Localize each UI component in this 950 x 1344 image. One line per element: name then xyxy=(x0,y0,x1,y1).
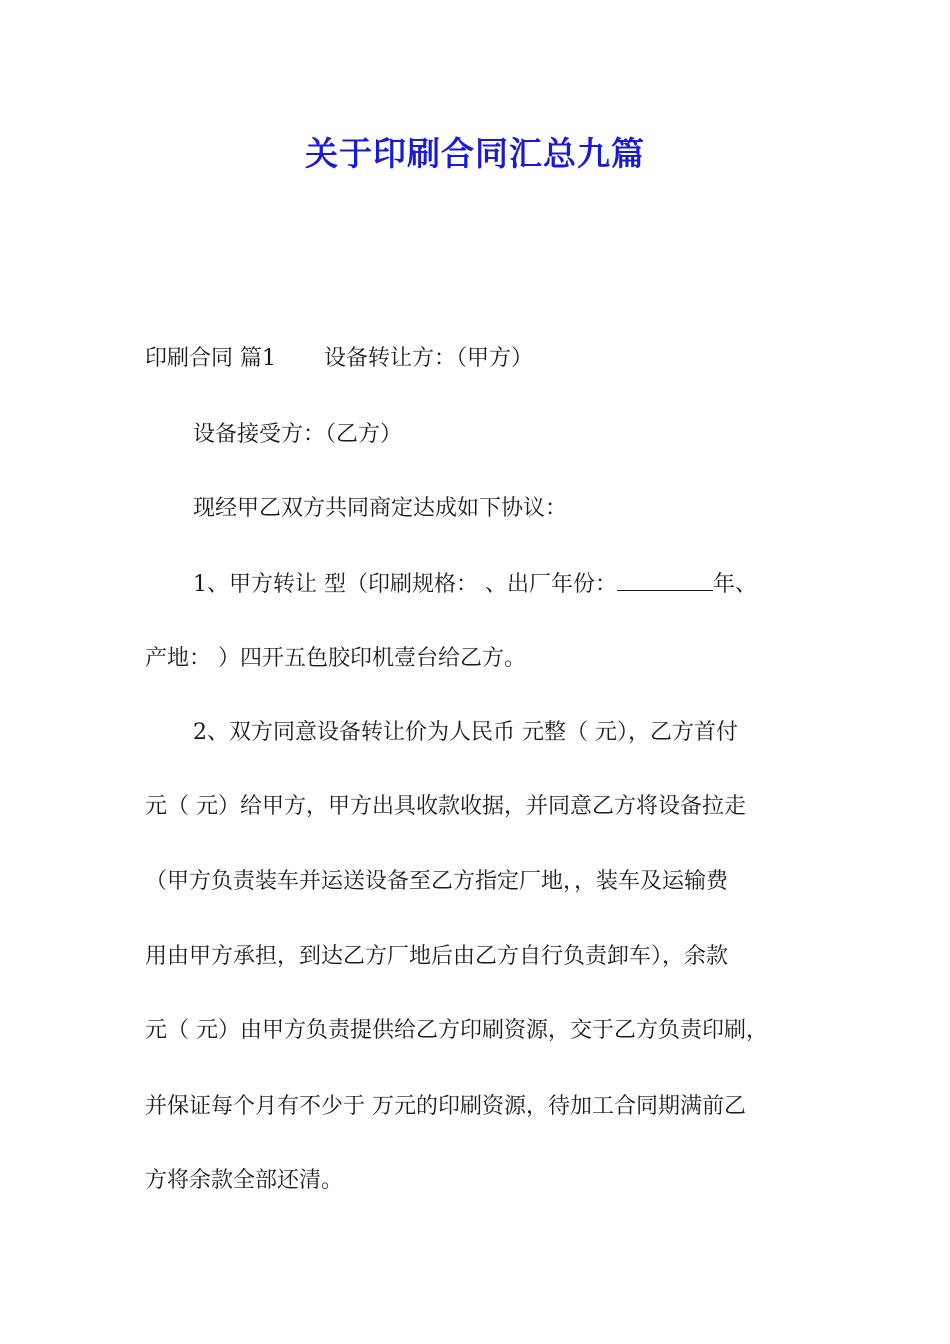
clause-2-line: 用由甲方承担，到达乙方厂地后由乙方自行负责卸车），余款 xyxy=(145,944,729,969)
clause-2-line: 2、双方同意设备转让价为人民币 元整（ 元），乙方首付 xyxy=(193,720,738,745)
clause-1-line-1 xyxy=(193,568,873,600)
section-label: 印刷合同 篇1 xyxy=(145,346,276,371)
clause-1-suffix: 年、 xyxy=(713,572,758,597)
document-title: 关于印刷合同汇总九篇 xyxy=(305,134,645,173)
clause-2-line: 元（ 元）由甲方负责提供给乙方印刷资源，交于乙方负责印刷， xyxy=(145,1018,768,1043)
blank-field xyxy=(617,568,713,591)
preamble-line: 现经甲乙双方共同商定达成如下协议： xyxy=(193,496,568,521)
clause-2-line: 方将余款全部还清。 xyxy=(145,1168,344,1193)
clause-1-line-2: 产地： ）四开五色胶印机壹台给乙方。 xyxy=(145,646,526,671)
clause-2-line: （甲方负责装车并运送设备至乙方指定厂地，，装车及运输费 xyxy=(145,869,729,894)
transferee-line: 设备接受方：（乙方） xyxy=(193,422,403,447)
clause-2-line: 元（ 元）给甲方，甲方出具收款收据，并同意乙方将设备拉走 xyxy=(145,794,746,819)
transferor-line: 设备转让方：（甲方） xyxy=(324,346,534,371)
clause-1-text: 1、甲方转让 型（印刷规格： 、出厂年份： xyxy=(193,572,617,597)
section-header xyxy=(145,344,825,374)
clause-2-line: 并保证每个月有不少于 万元的印刷资源，待加工合同期满前乙 xyxy=(145,1094,746,1119)
